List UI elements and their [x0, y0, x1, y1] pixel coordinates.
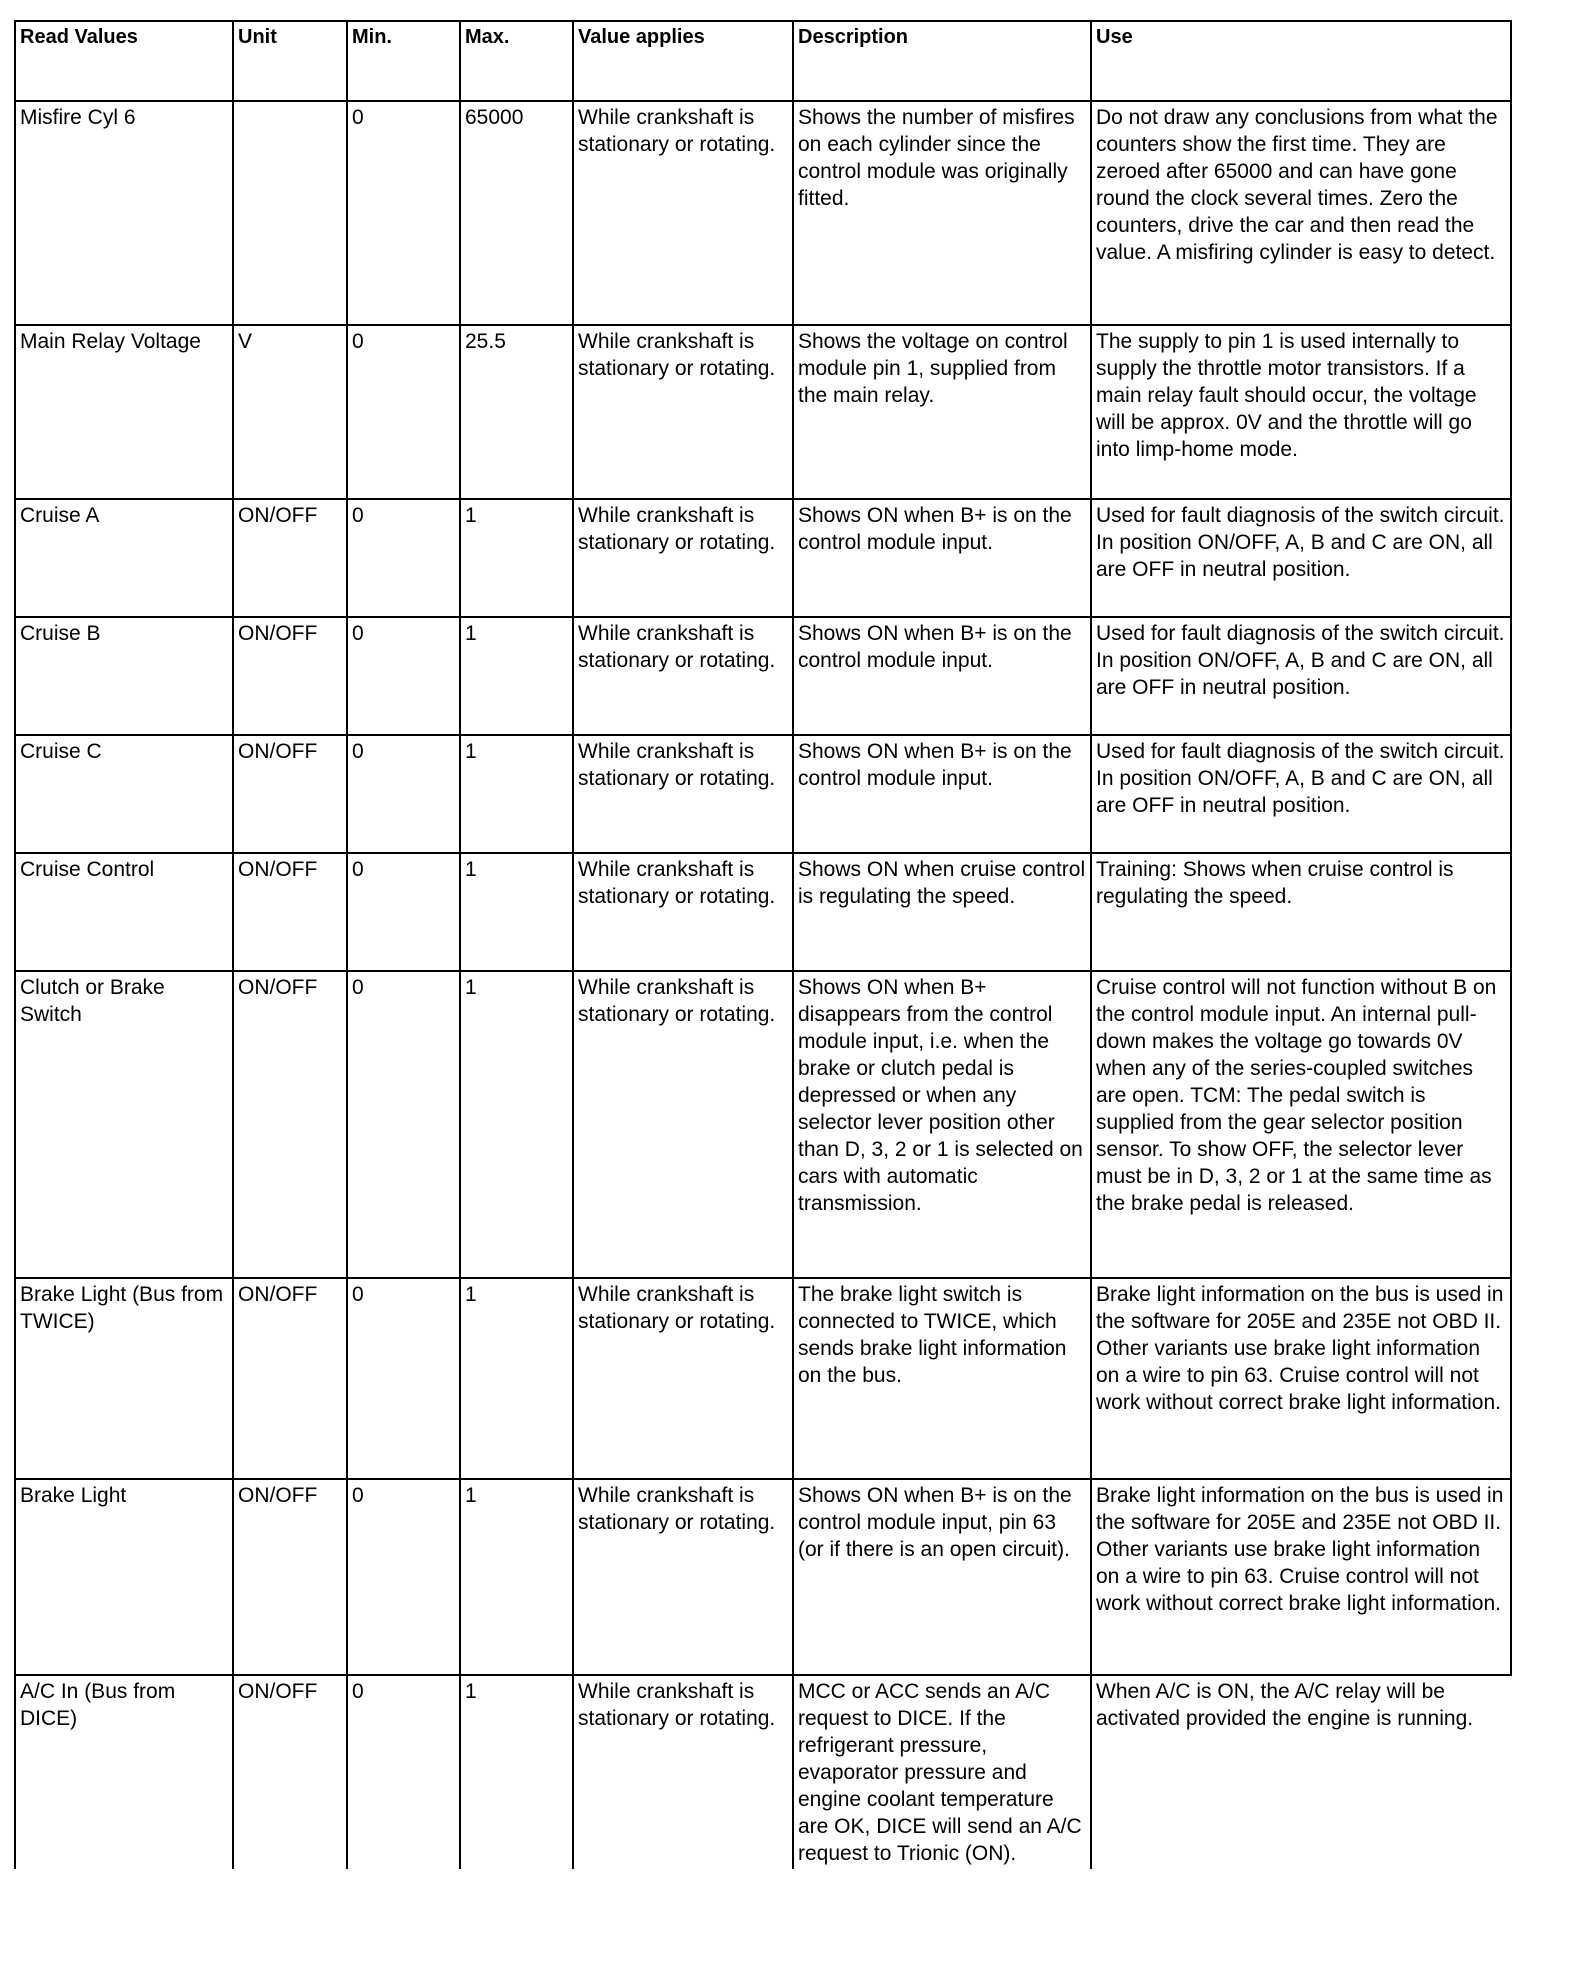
cell-read-value: A/C In (Bus from DICE) [15, 1675, 233, 1869]
cell-use: Cruise control will not function without B on the control module input. An internal pull-down makes the voltage go towards 0V when any of the series-coupled switches are open. TCM: The pedal switch is supplied from the gear selector position sensor. To show OFF, the selector lever must be in D, 3, 2 or 1 at the same time as the brake pedal is released. [1091, 971, 1511, 1278]
cell-min: 0 [347, 853, 460, 971]
cell-description: Shows ON when B+ is on the control module input. [793, 499, 1091, 617]
cell-unit: ON/OFF [233, 1278, 347, 1479]
cell-read-value: Brake Light [15, 1479, 233, 1675]
cell-value-applies: While crankshaft is stationary or rotating. [573, 971, 793, 1278]
cell-use: Used for fault diagnosis of the switch circuit. In position ON/OFF, A, B and C are ON, all are OFF in neutral position. [1091, 499, 1511, 617]
header-value-applies: Value applies [573, 21, 793, 101]
cell-use: Used for fault diagnosis of the switch circuit. In position ON/OFF, A, B and C are ON, all are OFF in neutral position. [1091, 735, 1511, 853]
cell-value-applies: While crankshaft is stationary or rotating. [573, 853, 793, 971]
read-values-table [14, 20, 1512, 1869]
cell-description: Shows ON when cruise control is regulating the speed. [793, 853, 1091, 971]
cell-value-applies: While crankshaft is stationary or rotating. [573, 735, 793, 853]
cell-unit: ON/OFF [233, 853, 347, 971]
cell-max: 1 [460, 735, 573, 853]
document-page [14, 20, 1510, 1869]
cell-read-value: Main Relay Voltage [15, 325, 233, 499]
cell-min: 0 [347, 971, 460, 1278]
cell-description: Shows ON when B+ is on the control module input. [793, 735, 1091, 853]
cell-description: Shows ON when B+ is on the control module input, pin 63 (or if there is an open circuit). [793, 1479, 1091, 1675]
cell-value-applies: While crankshaft is stationary or rotating. [573, 499, 793, 617]
cell-read-value: Brake Light (Bus from TWICE) [15, 1278, 233, 1479]
cell-max: 1 [460, 971, 573, 1278]
cell-description: Shows ON when B+ is on the control module input. [793, 617, 1091, 735]
cell-unit: ON/OFF [233, 971, 347, 1278]
cell-description: Shows the number of misfires on each cylinder since the control module was originally fitted. [793, 101, 1091, 325]
cell-read-value: Cruise Control [15, 853, 233, 971]
cell-use: The supply to pin 1 is used internally to supply the throttle motor transistors. If a main relay fault should occur, the voltage will be approx. 0V and the throttle will go into limp-home mode. [1091, 325, 1511, 499]
cell-min: 0 [347, 735, 460, 853]
cell-max: 1 [460, 1675, 573, 1869]
cell-use: Brake light information on the bus is used in the software for 205E and 235E not OBD II. Other variants use brake light information on a wire to pin 63. Cruise control will not work without correct brake light information. [1091, 1278, 1511, 1479]
cell-value-applies: While crankshaft is stationary or rotating. [573, 1479, 793, 1675]
cell-read-value: Cruise B [15, 617, 233, 735]
cell-value-applies: While crankshaft is stationary or rotating. [573, 1278, 793, 1479]
cell-description: Shows ON when B+ disappears from the control module input, i.e. when the brake or clutch pedal is depressed or when any selector lever position other than D, 3, 2 or 1 is selected on cars with automatic transmission. [793, 971, 1091, 1278]
table-row [15, 971, 1511, 1278]
cell-unit: ON/OFF [233, 735, 347, 853]
table-row [15, 1278, 1511, 1479]
table-row [15, 499, 1511, 617]
cell-read-value: Clutch or Brake Switch [15, 971, 233, 1278]
cell-description: The brake light switch is connected to TWICE, which sends brake light information on the bus. [793, 1278, 1091, 1479]
cell-unit: ON/OFF [233, 617, 347, 735]
cell-use: Do not draw any conclusions from what the counters show the first time. They are zeroed after 65000 and can have gone round the clock several times. Zero the counters, drive the car and then read the value. A misfiring cylinder is easy to detect. [1091, 101, 1511, 325]
header-unit: Unit [233, 21, 347, 101]
cell-read-value: Misfire Cyl 6 [15, 101, 233, 325]
cell-read-value: Cruise C [15, 735, 233, 853]
cell-max: 1 [460, 617, 573, 735]
cell-unit: ON/OFF [233, 1675, 347, 1869]
table-row [15, 1675, 1511, 1869]
cell-description: Shows the voltage on control module pin 1, supplied from the main relay. [793, 325, 1091, 499]
cell-unit [233, 101, 347, 325]
table-row [15, 325, 1511, 499]
header-max: Max. [460, 21, 573, 101]
cell-read-value: Cruise A [15, 499, 233, 617]
cell-max: 1 [460, 853, 573, 971]
header-use: Use [1091, 21, 1511, 101]
cell-unit: ON/OFF [233, 1479, 347, 1675]
cell-min: 0 [347, 499, 460, 617]
cell-min: 0 [347, 1675, 460, 1869]
cell-use: Brake light information on the bus is used in the software for 205E and 235E not OBD II. Other variants use brake light information on a wire to pin 63. Cruise control will not work without correct brake light information. [1091, 1479, 1511, 1675]
header-min: Min. [347, 21, 460, 101]
cell-max: 25.5 [460, 325, 573, 499]
header-description: Description [793, 21, 1091, 101]
cell-unit: ON/OFF [233, 499, 347, 617]
cell-value-applies: While crankshaft is stationary or rotating. [573, 101, 793, 325]
table-row [15, 617, 1511, 735]
cell-use: When A/C is ON, the A/C relay will be activated provided the engine is running. [1091, 1675, 1511, 1869]
cell-description: MCC or ACC sends an A/C request to DICE. If the refrigerant pressure, evaporator pressure and engine coolant temperature are OK, DICE will send an A/C request to Trionic (ON). [793, 1675, 1091, 1869]
table-row [15, 1479, 1511, 1675]
table-row [15, 101, 1511, 325]
cell-value-applies: While crankshaft is stationary or rotating. [573, 325, 793, 499]
cell-max: 1 [460, 1278, 573, 1479]
cell-unit: V [233, 325, 347, 499]
cell-max: 1 [460, 1479, 573, 1675]
cell-min: 0 [347, 617, 460, 735]
cell-value-applies: While crankshaft is stationary or rotating. [573, 617, 793, 735]
cell-min: 0 [347, 1479, 460, 1675]
header-read-values: Read Values [15, 21, 233, 101]
header-row [15, 21, 1511, 101]
cell-value-applies: While crankshaft is stationary or rotating. [573, 1675, 793, 1869]
cell-max: 1 [460, 499, 573, 617]
cell-min: 0 [347, 101, 460, 325]
table-row [15, 853, 1511, 971]
cell-use: Used for fault diagnosis of the switch circuit. In position ON/OFF, A, B and C are ON, all are OFF in neutral position. [1091, 617, 1511, 735]
cell-use: Training: Shows when cruise control is regulating the speed. [1091, 853, 1511, 971]
table-row [15, 735, 1511, 853]
cell-max: 65000 [460, 101, 573, 325]
cell-min: 0 [347, 325, 460, 499]
cell-min: 0 [347, 1278, 460, 1479]
